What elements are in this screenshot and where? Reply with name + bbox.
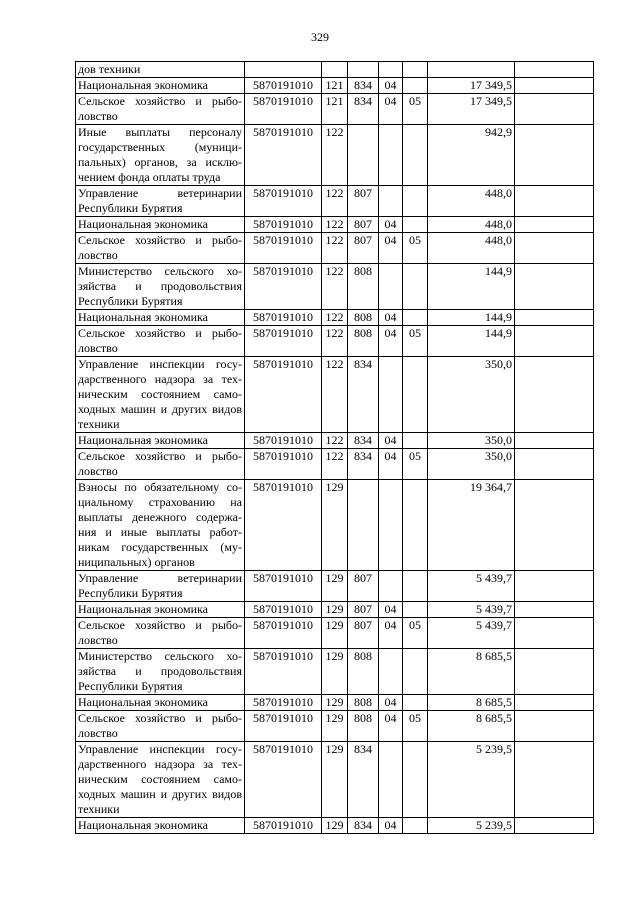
expense-type-code: 129 bbox=[322, 480, 348, 571]
row-name: Сельское хозяйство и рыболовство bbox=[76, 618, 245, 649]
section-code: 04 bbox=[379, 326, 403, 357]
ministry-code: 834 bbox=[348, 818, 379, 834]
row-name: Сельское хозяйство и рыболовство bbox=[76, 449, 245, 480]
subsection-code: 05 bbox=[403, 94, 428, 125]
expense-type-code: 129 bbox=[322, 695, 348, 711]
expense-type-code: 122 bbox=[322, 233, 348, 264]
expense-type-code: 129 bbox=[322, 571, 348, 602]
empty-cell bbox=[515, 649, 594, 695]
amount: 448,0 bbox=[428, 186, 515, 217]
row-name: Управление инспекции государственного надзора за техническим состоянием самоходных машин и других видов техники bbox=[76, 742, 245, 818]
row-name: Национальная экономика bbox=[76, 217, 245, 233]
target-article-code: 5870191010 bbox=[245, 649, 322, 695]
ministry-code: 807 bbox=[348, 602, 379, 618]
empty-cell bbox=[515, 433, 594, 449]
table-row bbox=[76, 357, 594, 433]
subsection-code bbox=[403, 125, 428, 186]
subsection-code bbox=[403, 217, 428, 233]
amount: 5 239,5 bbox=[428, 818, 515, 834]
ministry-code bbox=[348, 62, 379, 78]
empty-cell bbox=[515, 742, 594, 818]
table-row bbox=[76, 649, 594, 695]
row-name: Управление ветеринарии Республики Бурятия bbox=[76, 186, 245, 217]
ministry-code: 834 bbox=[348, 357, 379, 433]
subsection-code bbox=[403, 571, 428, 602]
ministry-code: 834 bbox=[348, 433, 379, 449]
expense-type-code: 122 bbox=[322, 217, 348, 233]
expense-type-code: 129 bbox=[322, 742, 348, 818]
table-body bbox=[76, 62, 594, 834]
table-row bbox=[76, 62, 594, 78]
ministry-code: 808 bbox=[348, 264, 379, 310]
row-name: Национальная экономика bbox=[76, 433, 245, 449]
empty-cell bbox=[515, 695, 594, 711]
ministry-code: 808 bbox=[348, 310, 379, 326]
table-row bbox=[76, 186, 594, 217]
row-name: Управление инспекции государственного надзора за техническим состоянием самоходных машин и других видов техники bbox=[76, 357, 245, 433]
target-article-code: 5870191010 bbox=[245, 326, 322, 357]
section-code: 04 bbox=[379, 618, 403, 649]
amount: 350,0 bbox=[428, 357, 515, 433]
expense-type-code: 122 bbox=[322, 264, 348, 310]
amount: 448,0 bbox=[428, 233, 515, 264]
target-article-code bbox=[245, 62, 322, 78]
amount: 5 439,7 bbox=[428, 618, 515, 649]
amount: 8 685,5 bbox=[428, 711, 515, 742]
expense-type-code: 129 bbox=[322, 649, 348, 695]
row-name: Национальная экономика bbox=[76, 310, 245, 326]
ministry-code: 808 bbox=[348, 711, 379, 742]
ministry-code: 808 bbox=[348, 695, 379, 711]
amount: 17 349,5 bbox=[428, 94, 515, 125]
ministry-code: 807 bbox=[348, 618, 379, 649]
target-article-code: 5870191010 bbox=[245, 310, 322, 326]
section-code: 04 bbox=[379, 94, 403, 125]
target-article-code: 5870191010 bbox=[245, 602, 322, 618]
subsection-code bbox=[403, 78, 428, 94]
target-article-code: 5870191010 bbox=[245, 449, 322, 480]
empty-cell bbox=[515, 125, 594, 186]
empty-cell bbox=[515, 711, 594, 742]
row-name: Взносы по обязательному социальному страхованию на выплаты денежного содержания и иные выплаты работникам государственных (муниципальных) органов bbox=[76, 480, 245, 571]
ministry-code: 834 bbox=[348, 78, 379, 94]
table-row bbox=[76, 711, 594, 742]
table-row bbox=[76, 818, 594, 834]
row-name: Сельское хозяйство и рыболовство bbox=[76, 326, 245, 357]
amount: 144,9 bbox=[428, 264, 515, 310]
table-row bbox=[76, 217, 594, 233]
subsection-code bbox=[403, 649, 428, 695]
subsection-code: 05 bbox=[403, 618, 428, 649]
empty-cell bbox=[515, 449, 594, 480]
empty-cell bbox=[515, 602, 594, 618]
amount: 19 364,7 bbox=[428, 480, 515, 571]
expense-type-code: 129 bbox=[322, 618, 348, 649]
amount: 8 685,5 bbox=[428, 649, 515, 695]
amount bbox=[428, 62, 515, 78]
subsection-code bbox=[403, 480, 428, 571]
expense-type-code: 122 bbox=[322, 449, 348, 480]
target-article-code: 5870191010 bbox=[245, 125, 322, 186]
table-row bbox=[76, 310, 594, 326]
ministry-code: 834 bbox=[348, 449, 379, 480]
row-name: Сельское хозяйство и рыболовство bbox=[76, 94, 245, 125]
table-row bbox=[76, 695, 594, 711]
target-article-code: 5870191010 bbox=[245, 818, 322, 834]
expense-type-code: 129 bbox=[322, 602, 348, 618]
table-row bbox=[76, 125, 594, 186]
row-name: Иные выплаты персоналу государственных (муниципальных) органов, за исключением фонда оплаты труда bbox=[76, 125, 245, 186]
empty-cell bbox=[515, 233, 594, 264]
empty-cell bbox=[515, 818, 594, 834]
expense-type-code bbox=[322, 62, 348, 78]
target-article-code: 5870191010 bbox=[245, 742, 322, 818]
amount: 144,9 bbox=[428, 326, 515, 357]
section-code: 04 bbox=[379, 217, 403, 233]
expense-type-code: 129 bbox=[322, 818, 348, 834]
amount: 350,0 bbox=[428, 433, 515, 449]
target-article-code: 5870191010 bbox=[245, 357, 322, 433]
section-code bbox=[379, 480, 403, 571]
section-code bbox=[379, 264, 403, 310]
empty-cell bbox=[515, 480, 594, 571]
subsection-code bbox=[403, 818, 428, 834]
ministry-code: 807 bbox=[348, 233, 379, 264]
subsection-code bbox=[403, 264, 428, 310]
table-row bbox=[76, 264, 594, 310]
section-code: 04 bbox=[379, 78, 403, 94]
target-article-code: 5870191010 bbox=[245, 571, 322, 602]
table-row bbox=[76, 78, 594, 94]
section-code bbox=[379, 186, 403, 217]
ministry-code: 807 bbox=[348, 186, 379, 217]
empty-cell bbox=[515, 310, 594, 326]
table-row bbox=[76, 618, 594, 649]
ministry-code: 808 bbox=[348, 649, 379, 695]
empty-cell bbox=[515, 357, 594, 433]
table-row bbox=[76, 480, 594, 571]
target-article-code: 5870191010 bbox=[245, 433, 322, 449]
amount: 8 685,5 bbox=[428, 695, 515, 711]
section-code bbox=[379, 125, 403, 186]
row-name: Национальная экономика bbox=[76, 78, 245, 94]
ministry-code bbox=[348, 125, 379, 186]
section-code bbox=[379, 571, 403, 602]
ministry-code: 807 bbox=[348, 217, 379, 233]
table-row bbox=[76, 742, 594, 818]
amount: 350,0 bbox=[428, 449, 515, 480]
subsection-code: 05 bbox=[403, 233, 428, 264]
section-code bbox=[379, 62, 403, 78]
empty-cell bbox=[515, 78, 594, 94]
table-row bbox=[76, 326, 594, 357]
section-code: 04 bbox=[379, 310, 403, 326]
row-name: Национальная экономика bbox=[76, 602, 245, 618]
expense-type-code: 122 bbox=[322, 357, 348, 433]
row-name: Сельское хозяйство и рыболовство bbox=[76, 711, 245, 742]
budget-table bbox=[75, 61, 594, 834]
expense-type-code: 122 bbox=[322, 310, 348, 326]
subsection-code bbox=[403, 695, 428, 711]
expense-type-code: 122 bbox=[322, 125, 348, 186]
subsection-code bbox=[403, 310, 428, 326]
ministry-code: 834 bbox=[348, 742, 379, 818]
section-code: 04 bbox=[379, 695, 403, 711]
amount: 144,9 bbox=[428, 310, 515, 326]
expense-type-code: 121 bbox=[322, 78, 348, 94]
table-row bbox=[76, 94, 594, 125]
row-name: дов техники bbox=[76, 62, 245, 78]
section-code: 04 bbox=[379, 449, 403, 480]
amount: 942,9 bbox=[428, 125, 515, 186]
empty-cell bbox=[515, 264, 594, 310]
section-code: 04 bbox=[379, 233, 403, 264]
section-code bbox=[379, 357, 403, 433]
row-name: Национальная экономика bbox=[76, 695, 245, 711]
expense-type-code: 129 bbox=[322, 711, 348, 742]
amount: 5 439,7 bbox=[428, 571, 515, 602]
target-article-code: 5870191010 bbox=[245, 711, 322, 742]
row-name: Министерство сельского хозяйства и продовольствия Республики Бурятия bbox=[76, 649, 245, 695]
ministry-code: 807 bbox=[348, 571, 379, 602]
empty-cell bbox=[515, 94, 594, 125]
table-row bbox=[76, 602, 594, 618]
amount: 448,0 bbox=[428, 217, 515, 233]
subsection-code: 05 bbox=[403, 449, 428, 480]
target-article-code: 5870191010 bbox=[245, 78, 322, 94]
row-name: Сельское хозяйство и рыболовство bbox=[76, 233, 245, 264]
target-article-code: 5870191010 bbox=[245, 480, 322, 571]
expense-type-code: 121 bbox=[322, 94, 348, 125]
subsection-code bbox=[403, 62, 428, 78]
table-row bbox=[76, 449, 594, 480]
expense-type-code: 122 bbox=[322, 186, 348, 217]
subsection-code bbox=[403, 602, 428, 618]
amount: 17 349,5 bbox=[428, 78, 515, 94]
section-code bbox=[379, 649, 403, 695]
target-article-code: 5870191010 bbox=[245, 94, 322, 125]
section-code: 04 bbox=[379, 433, 403, 449]
row-name: Национальная экономика bbox=[76, 818, 245, 834]
row-name: Министерство сельского хозяйства и продовольствия Республики Бурятия bbox=[76, 264, 245, 310]
empty-cell bbox=[515, 571, 594, 602]
page-number: 329 bbox=[311, 30, 329, 44]
target-article-code: 5870191010 bbox=[245, 618, 322, 649]
table-row bbox=[76, 433, 594, 449]
section-code: 04 bbox=[379, 818, 403, 834]
target-article-code: 5870191010 bbox=[245, 695, 322, 711]
expense-type-code: 122 bbox=[322, 326, 348, 357]
section-code: 04 bbox=[379, 711, 403, 742]
ministry-code bbox=[348, 480, 379, 571]
table-row bbox=[76, 571, 594, 602]
table-row bbox=[76, 233, 594, 264]
subsection-code: 05 bbox=[403, 326, 428, 357]
expense-type-code: 122 bbox=[322, 433, 348, 449]
amount: 5 439,7 bbox=[428, 602, 515, 618]
target-article-code: 5870191010 bbox=[245, 217, 322, 233]
subsection-code: 05 bbox=[403, 711, 428, 742]
section-code bbox=[379, 742, 403, 818]
target-article-code: 5870191010 bbox=[245, 186, 322, 217]
target-article-code: 5870191010 bbox=[245, 233, 322, 264]
empty-cell bbox=[515, 186, 594, 217]
empty-cell bbox=[515, 326, 594, 357]
row-name: Управление ветеринарии Республики Бурятия bbox=[76, 571, 245, 602]
ministry-code: 834 bbox=[348, 94, 379, 125]
subsection-code bbox=[403, 186, 428, 217]
section-code: 04 bbox=[379, 602, 403, 618]
amount: 5 239,5 bbox=[428, 742, 515, 818]
target-article-code: 5870191010 bbox=[245, 264, 322, 310]
subsection-code bbox=[403, 357, 428, 433]
subsection-code bbox=[403, 742, 428, 818]
ministry-code: 808 bbox=[348, 326, 379, 357]
empty-cell bbox=[515, 618, 594, 649]
subsection-code bbox=[403, 433, 428, 449]
empty-cell bbox=[515, 62, 594, 78]
empty-cell bbox=[515, 217, 594, 233]
